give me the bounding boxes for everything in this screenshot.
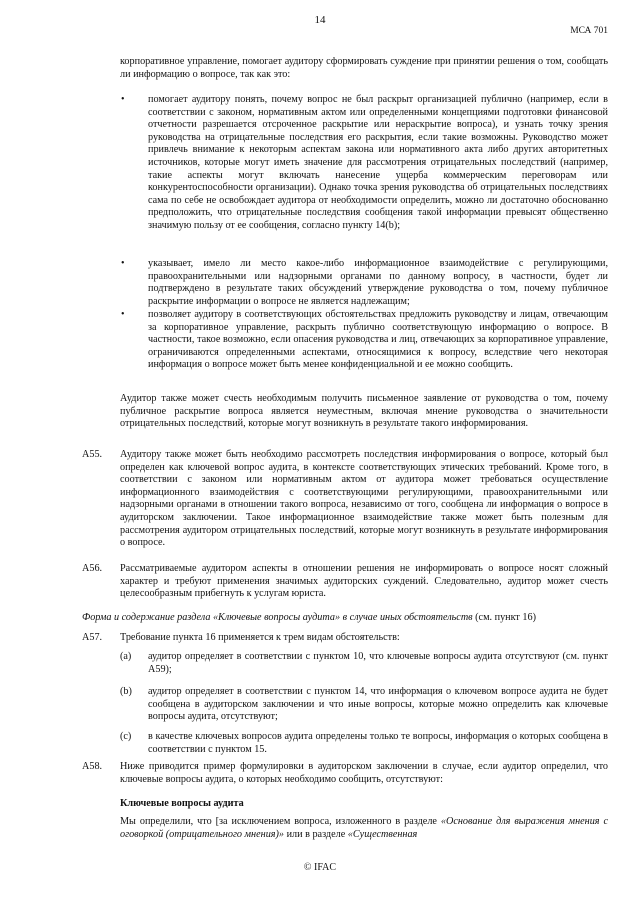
paragraph-number: A55. [82, 449, 103, 460]
bullet-marker: • [121, 309, 125, 320]
standard-label: МСА 701 [570, 26, 608, 36]
section-heading-ref: (см. пункт 16) [472, 612, 537, 623]
bullet-item: позволяет аудитору в соответствующих обстоятельствах предложить руководству и лицам, отвечающим за корпоративное управление, раскрыть публично соответствующую информацию о вопросе. В частности, такое возможно, если опасения руководства и лиц, отвечающих за корпоративное управление, ограничиваются определенными аспектами, относящимися к вопросу, вследствие чего некоторая информация о вопросе может быть менее конфиденциальной и ее можно сообщить. [148, 309, 608, 371]
paragraph: Рассматриваемые аудитором аспекты в отношении решения не информировать о вопросе носят сложный характер и требуют применения значимых аудиторских суждений. Следовательно, аудитор может счесть целесообразным прибегнуть к услугам юриста. [120, 563, 608, 600]
list-item: аудитор определяет в соответствии с пунктом 14, что информация о ключевом вопросе аудита не будет сообщена в аудиторском заключении и что иные вопросы, которые можно определить как ключевые вопросы аудита, отсутствуют; [148, 686, 608, 723]
footer-copyright: © IFAC [303, 862, 337, 873]
list-item: аудитор определяет в соответствии с пунктом 10, что ключевые вопросы аудита отсутствуют (см. пункт A59); [148, 651, 608, 675]
bullet-marker: • [121, 258, 125, 269]
example-heading: Ключевые вопросы аудита [120, 798, 244, 809]
example-text: или в разделе [284, 828, 348, 840]
list-item: в качестве ключевых вопросов аудита определены только те вопросы, информация о которых сообщена в соответствии с пунктом 15. [148, 731, 608, 755]
section-heading-title: Форма и содержание раздела «Ключевые вопросы аудита» в случае иных обстоятельств [82, 612, 473, 623]
example-text: Мы определили, что [за исключением вопроса, изложенного в разделе [120, 816, 441, 827]
paragraph-number: A56. [82, 563, 103, 574]
section-heading [82, 612, 612, 625]
bullet-item: указывает, имело ли место какое-либо информационное взаимодействие с регулирующими, правоохранительными или надзорными органами по данному вопросу, в частности, будет ли подтверждено в результате таких обсуждений утверждение руководства о том, почему публичное раскрытие информации о вопросе не является надлежащим; [148, 258, 608, 307]
intro-paragraph: корпоративное управление, помогает аудитору сформировать суждение при принятии решения о том, сообщать ли информацию о вопросе, так как это: [120, 56, 608, 80]
list-label: (b) [120, 686, 132, 697]
paragraph: Аудитор также может счесть необходимым получить письменное заявление от руководства о том, почему публичное раскрытие вопроса является неуместным, включая мнение руководства о значительности отрицательных последствий, которые могут возникнуть в результате такого информирования. [120, 393, 608, 430]
paragraph-number: A57. [82, 632, 103, 643]
bullet-item: помогает аудитору понять, почему вопрос не был раскрыт организацией публично (например, если в соответствии с законом, нормативным актом или определенными концепциями подготовки финансовой отчетности разрешается отсроченное раскрытие или нераскрытие вопроса), и узнать точку зрения руководства на отрицательные последствия его раскрытия, если такие возможны. Руководство может привлечь внимание к некоторым аспектам закона или нормативного акта либо других авторитетных источников, которые могут иметь значение для рассмотрения отрицательных последствий (например, такие аспекты могут включать нанесение ущерба коммерческим переговорам или конкурентоспособности организации). Однако точка зрения руководства об отрицательных последствиях сама по себе не освобождает аудитора от необходимости определить, можно ли достаточно обоснованно предположить, что отрицательные последствия сообщения такой информации превысят общественно значимую пользу от ее сообщения, согласно пункту 14(b); [148, 94, 608, 231]
paragraph: Аудитору также может быть необходимо рассмотреть последствия информирования о вопросе, который был определен как ключевой вопрос аудита, в контексте соответствующих этических требований. Кроме того, в соответствии с законом или нормативным актом от аудитора может требоваться осуществление информационного взаимодействия с соответствующими регулирующими, правоохранительными или надзорными органами в отношении такого вопроса, независимо от того, сообщена ли информация о вопросе в аудиторском заключении. Такое информационное взаимодействие также может быть полезным для рассмотрения аудитором отрицательных последствий, которые могут возникнуть в результате информирования о вопросе. [120, 449, 608, 549]
paragraph: Ниже приводится пример формулировки в аудиторском заключении в случае, если аудитор определил, что ключевые вопросы аудита, о которых необходимо сообщить, отсутствуют: [120, 761, 608, 785]
list-label: (a) [120, 651, 132, 662]
paragraph: Требование пункта 16 применяется к трем видам обстоятельств: [120, 632, 400, 643]
example-italic-text: «Существенная [347, 828, 418, 840]
paragraph-number: A58. [82, 761, 103, 772]
example-paragraph [120, 816, 608, 841]
example-italic-text: «Основание для выражения мнения с оговоркой (отрицательного мнения)» [120, 816, 608, 840]
list-label: (c) [120, 731, 132, 742]
bullet-marker: • [121, 94, 125, 105]
page-number: 14 [314, 14, 326, 26]
